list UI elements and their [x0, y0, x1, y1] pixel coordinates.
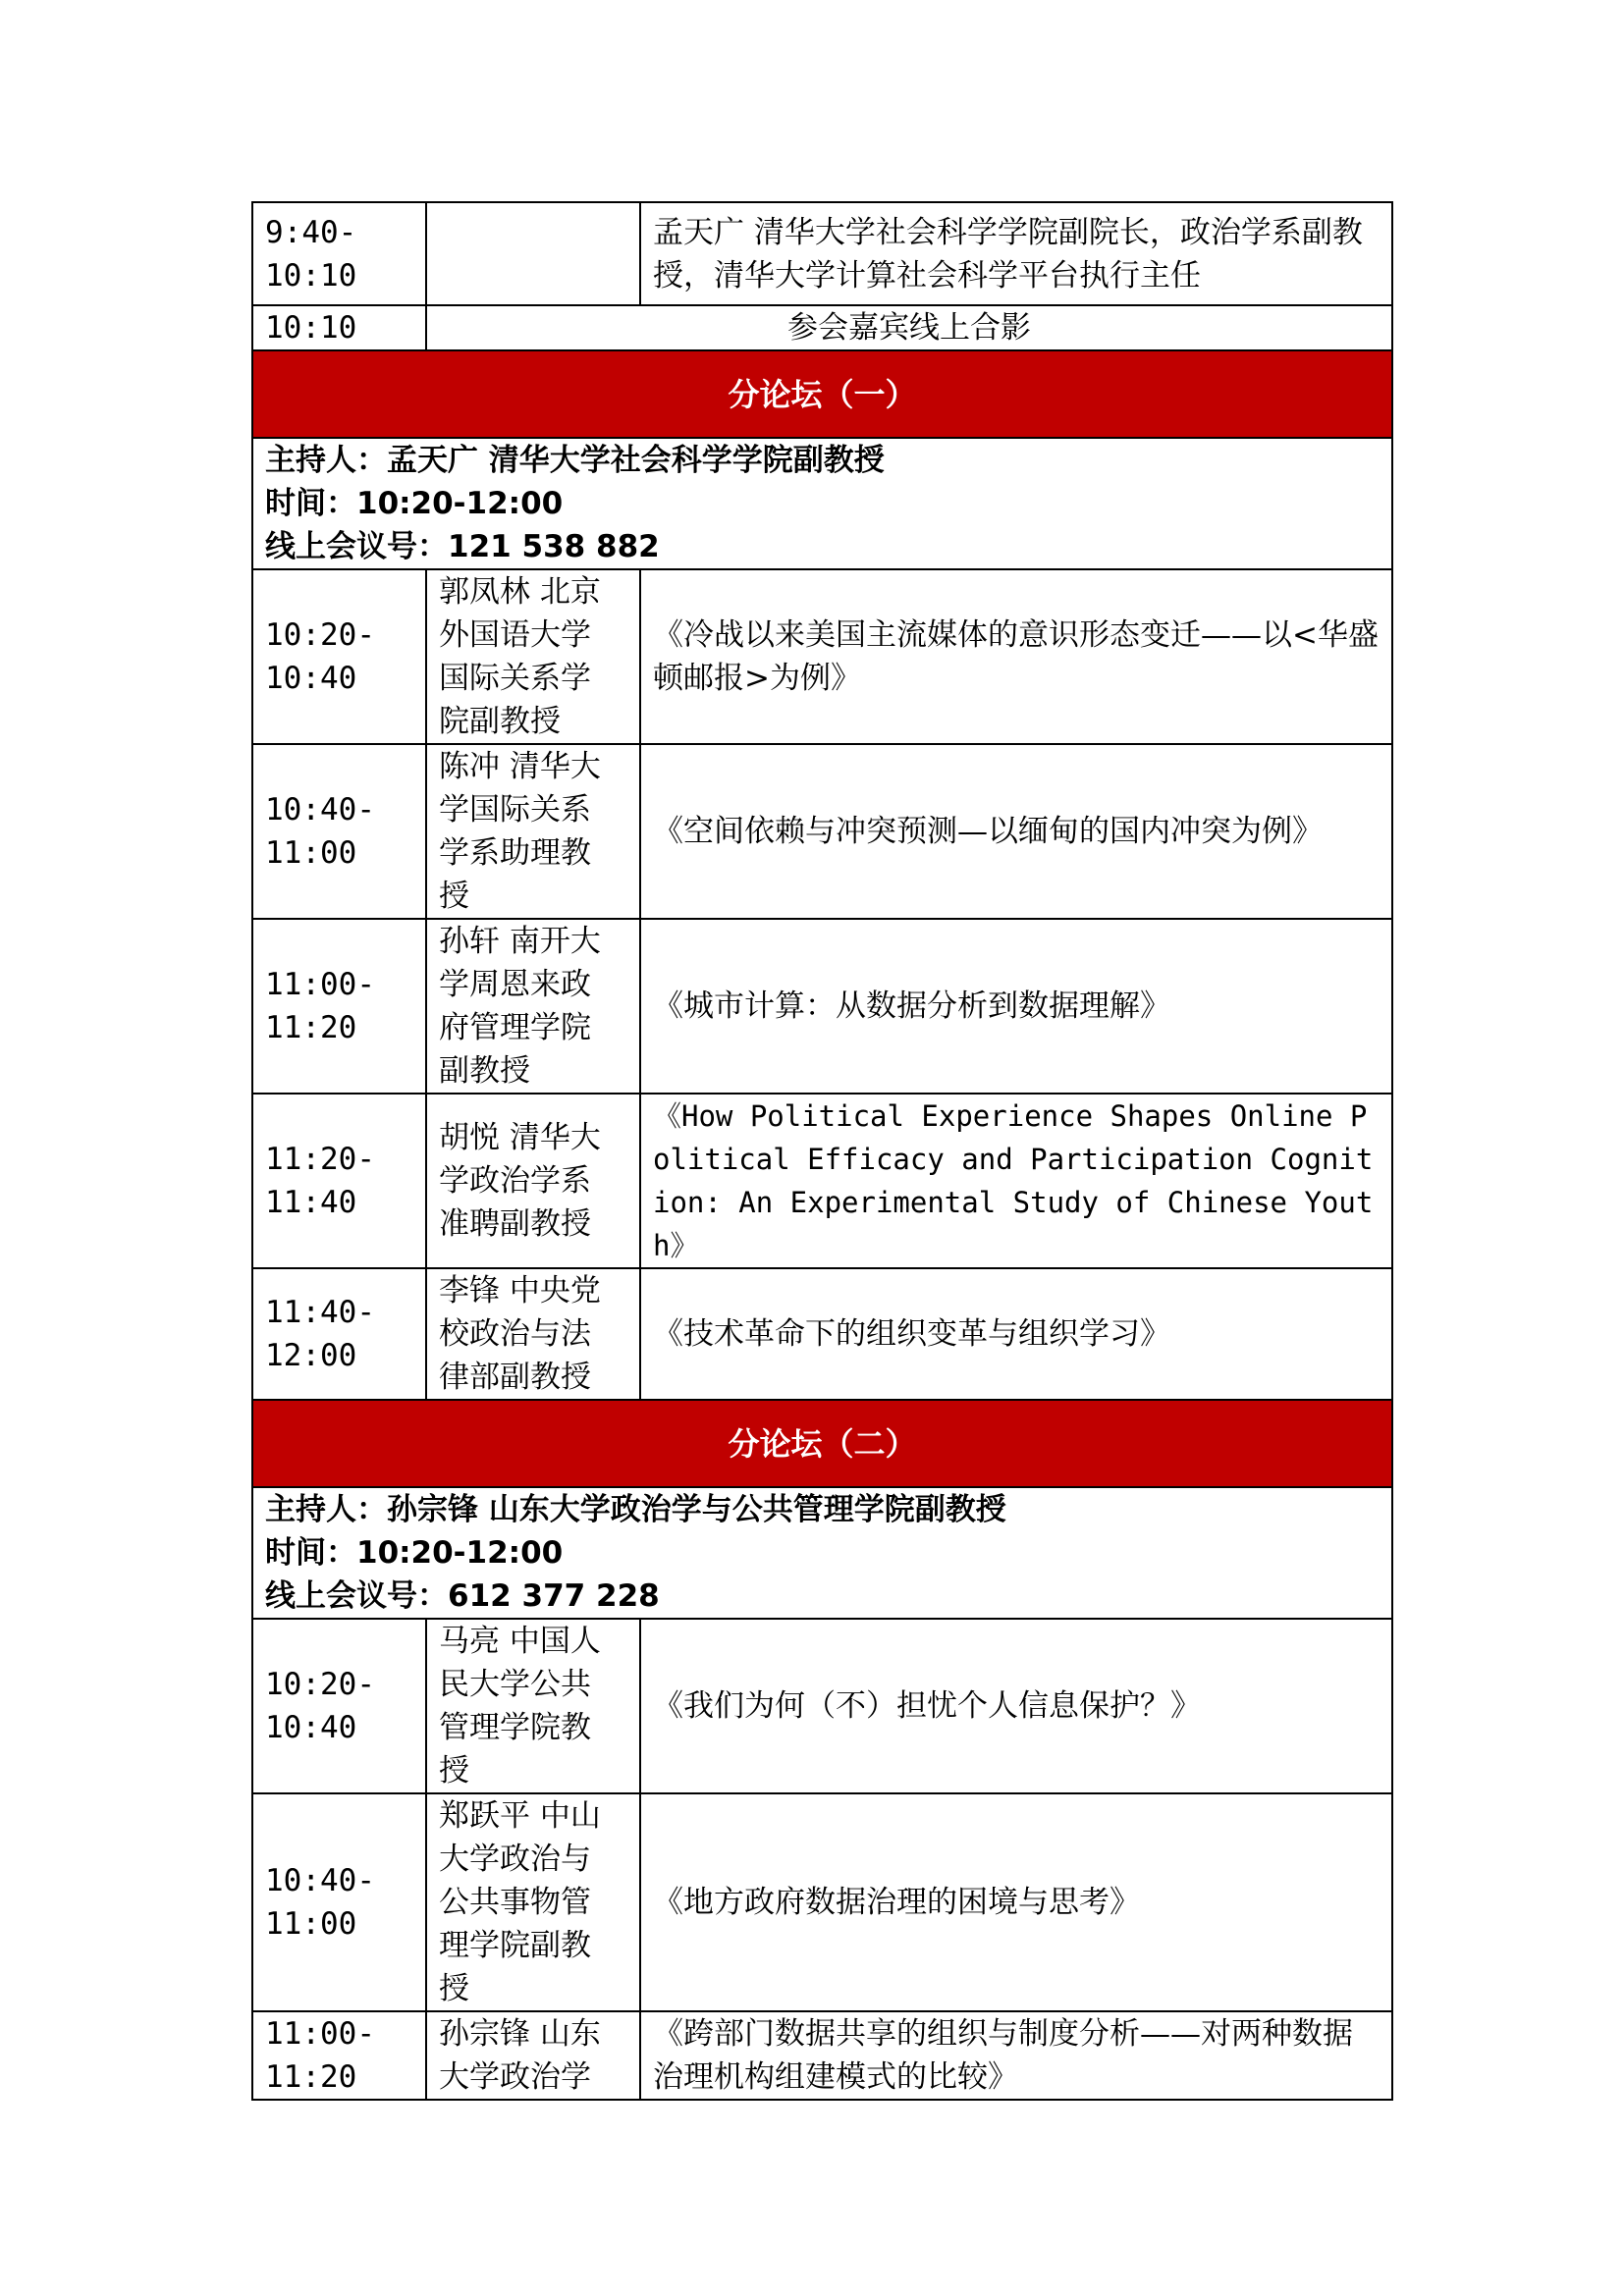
speaker-cell: 李锋 中央党 校政治与法 律部副教授: [426, 1268, 640, 1400]
photo-row: [252, 305, 1392, 350]
time-cell: 10:20- 10:40: [252, 1619, 426, 1793]
time-cell: 11:00- 11:20: [252, 919, 426, 1094]
title-cell: 《我们为何（不）担忧个人信息保护？》: [640, 1619, 1392, 1793]
time-cell: 11:20- 11:40: [252, 1094, 426, 1268]
speaker-cell: 孙宗锋 山东 大学政治学: [426, 2011, 640, 2100]
forum1-title: 分论坛（一）: [252, 350, 1392, 438]
time-cell: 10:40- 11:00: [252, 744, 426, 919]
table-row: [252, 1793, 1392, 2011]
schedule-table: [251, 201, 1393, 2101]
time-cell: 9:40- 10:10: [252, 202, 426, 305]
table-row: [252, 1619, 1392, 1793]
forum1-meeting-id: 线上会议号：121 538 882: [265, 529, 660, 564]
forum1-info: [252, 438, 1392, 569]
forum2-meeting-id: 线上会议号：612 377 228: [265, 1578, 660, 1614]
time-cell: 11:00- 11:20: [252, 2011, 426, 2100]
table-row: [252, 1268, 1392, 1400]
forum2-banner: [252, 1400, 1392, 1487]
title-cell: 《空间依赖与冲突预测—以缅甸的国内冲突为例》: [640, 744, 1392, 919]
forum2-title: 分论坛（二）: [252, 1400, 1392, 1487]
forum1-info-cell: [252, 438, 1392, 569]
forum2-time: 时间：10:20-12:00: [265, 1535, 564, 1571]
time-cell: 10:10: [252, 305, 426, 350]
forum1-host: 主持人：孟天广 清华大学社会科学学院副教授: [265, 443, 885, 478]
title-cell: 《How Political Experience Shapes Online Political Efficacy and Participation Cognition: An Experimental Study of Chinese Youth》: [640, 1094, 1392, 1268]
title-cell: 《城市计算：从数据分析到数据理解》: [640, 919, 1392, 1094]
forum2-host: 主持人：孙宗锋 山东大学政治学与公共管理学院副教授: [265, 1492, 1006, 1527]
time-cell: 10:20- 10:40: [252, 569, 426, 744]
forum1-time: 时间：10:20-12:00: [265, 486, 564, 521]
photo-text: 参会嘉宾线上合影: [426, 305, 1392, 350]
speaker-cell: [426, 202, 640, 305]
speaker-cell: 胡悦 清华大 学政治学系 准聘副教授: [426, 1094, 640, 1268]
forum2-info: [252, 1487, 1392, 1619]
title-cell: 《冷战以来美国主流媒体的意识形态变迁——以<华盛顿邮报>为例》: [640, 569, 1392, 744]
speaker-cell: 郑跃平 中山 大学政治与 公共事物管 理学院副教 授: [426, 1793, 640, 2011]
time-cell: 10:40- 11:00: [252, 1793, 426, 2011]
table-row: [252, 2011, 1392, 2100]
time-cell: 11:40- 12:00: [252, 1268, 426, 1400]
table-row: [252, 569, 1392, 744]
opening-row: [252, 202, 1392, 305]
description-cell: 孟天广 清华大学社会科学学院副院长，政治学系副教授，清华大学计算社会科学平台执行主任: [640, 202, 1392, 305]
speaker-cell: 孙轩 南开大 学周恩来政 府管理学院 副教授: [426, 919, 640, 1094]
title-cell: 《地方政府数据治理的困境与思考》: [640, 1793, 1392, 2011]
table-row: [252, 919, 1392, 1094]
title-cell: 《跨部门数据共享的组织与制度分析——对两种数据治理机构组建模式的比较》: [640, 2011, 1392, 2100]
forum1-banner: [252, 350, 1392, 438]
speaker-cell: 马亮 中国人 民大学公共 管理学院教 授: [426, 1619, 640, 1793]
title-cell: 《技术革命下的组织变革与组织学习》: [640, 1268, 1392, 1400]
table-row: [252, 1094, 1392, 1268]
forum2-info-cell: [252, 1487, 1392, 1619]
speaker-cell: 陈冲 清华大 学国际关系 学系助理教 授: [426, 744, 640, 919]
speaker-cell: 郭凤林 北京 外国语大学 国际关系学 院副教授: [426, 569, 640, 744]
table-row: [252, 744, 1392, 919]
